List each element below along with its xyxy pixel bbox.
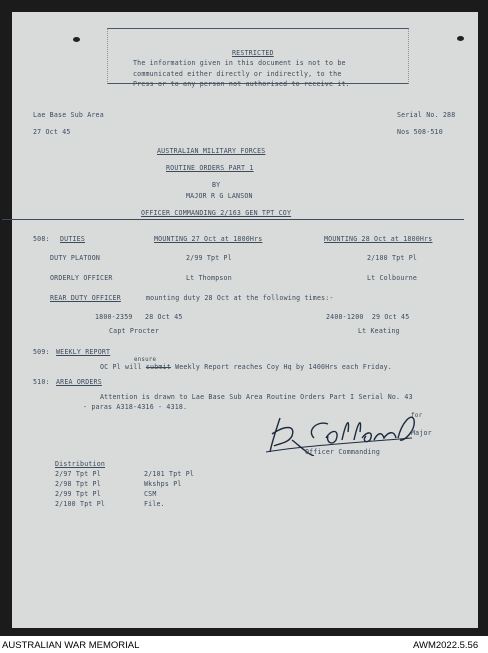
- restricted-line: communicated either directly or indirectly, to the: [133, 70, 342, 78]
- divider: [2, 219, 464, 220]
- order-date: 27 Oct 45: [33, 128, 71, 136]
- section-number: 509:: [33, 348, 50, 356]
- officer-title: OFFICER COMMANDING 2/163 GEN TPT COY: [141, 209, 292, 217]
- duty-value: Lt Colbourne: [367, 274, 418, 282]
- rear-duty-text: mounting duty 28 Oct at the following times:-: [146, 294, 334, 302]
- struck-word: submit: [145, 363, 171, 371]
- duty-label: DUTY PLATOON: [50, 254, 101, 262]
- section-number: 510:: [33, 378, 50, 386]
- signatory-rank: Major: [411, 429, 432, 437]
- mounting-heading: MOUNTING 28 Oct at 1800Hrs: [324, 235, 433, 243]
- origin: Lae Base Sub Area: [33, 111, 104, 119]
- handwritten-insert: ensure: [134, 357, 157, 363]
- duty-officer: Capt Procter: [109, 327, 160, 335]
- duty-officer: Lt Keating: [358, 327, 400, 335]
- footer-source: AUSTRALIAN WAR MEMORIAL: [2, 640, 140, 651]
- serial-number: Serial No. 288: [397, 111, 456, 119]
- restricted-title: RESTRICTED: [232, 49, 274, 57]
- section-heading: WEEKLY REPORT: [56, 348, 111, 356]
- duty-value: 2/99 Tpt Pl: [186, 254, 232, 262]
- orders-title: ROUTINE ORDERS PART 1: [166, 164, 254, 172]
- distribution-item: 2/101 Tpt Pl: [144, 470, 195, 478]
- section-heading: AREA ORDERS: [56, 378, 102, 386]
- restricted-line: The information given in this document is not to be: [133, 59, 346, 67]
- punch-hole: [457, 36, 464, 41]
- duty-time: 1800-2359 28 Oct 45: [95, 313, 183, 321]
- distribution-item: CSM: [144, 490, 157, 498]
- distribution-item: File.: [144, 500, 165, 508]
- duty-value: 2/100 Tpt Pl: [367, 254, 418, 262]
- duty-value: Lt Thompson: [186, 274, 232, 282]
- distribution-item: 2/98 Tpt Pl: [55, 480, 101, 488]
- signature-for: for: [411, 412, 423, 419]
- distribution-item: 2/100 Tpt Pl: [55, 500, 106, 508]
- by-line: BY: [212, 181, 221, 189]
- org-title: AUSTRALIAN MILITARY FORCES: [157, 147, 266, 155]
- distribution-item: 2/97 Tpt Pl: [55, 470, 101, 478]
- duty-label: ORDERLY OFFICER: [50, 274, 113, 282]
- distribution-item: 2/99 Tpt Pl: [55, 490, 101, 498]
- commander-name: MAJOR R G LANSON: [186, 192, 253, 200]
- footer-id: AWM2022.5.56: [413, 640, 479, 651]
- section-number: 508:: [33, 235, 50, 243]
- rear-duty-label: REAR DUTY OFFICER: [50, 294, 121, 302]
- area-orders-text: - paras A318-4316 - 4318.: [83, 403, 188, 411]
- weekly-report-text: OC Pl will submit Weekly Report reaches Coy Hq by 1400Hrs each Friday.: [100, 363, 392, 371]
- section-heading: DUTIES: [60, 235, 86, 243]
- signatory-title: Officer Commanding: [305, 448, 381, 456]
- punch-hole: [73, 37, 80, 42]
- order-numbers: Nos 508-510: [397, 128, 443, 136]
- mounting-heading: MOUNTING 27 Oct at 1800Hrs: [154, 235, 263, 243]
- area-orders-text: Attention is drawn to Lae Base Sub Area Routine Orders Part I Serial No. 43: [100, 393, 413, 401]
- distribution-heading: Distribution: [55, 460, 106, 468]
- restricted-line: Press or to any person not authorised to receive it.: [133, 80, 350, 88]
- distribution-item: Wkshps Pl: [144, 480, 182, 488]
- duty-time: 2400-1200 29 Oct 45: [326, 313, 410, 321]
